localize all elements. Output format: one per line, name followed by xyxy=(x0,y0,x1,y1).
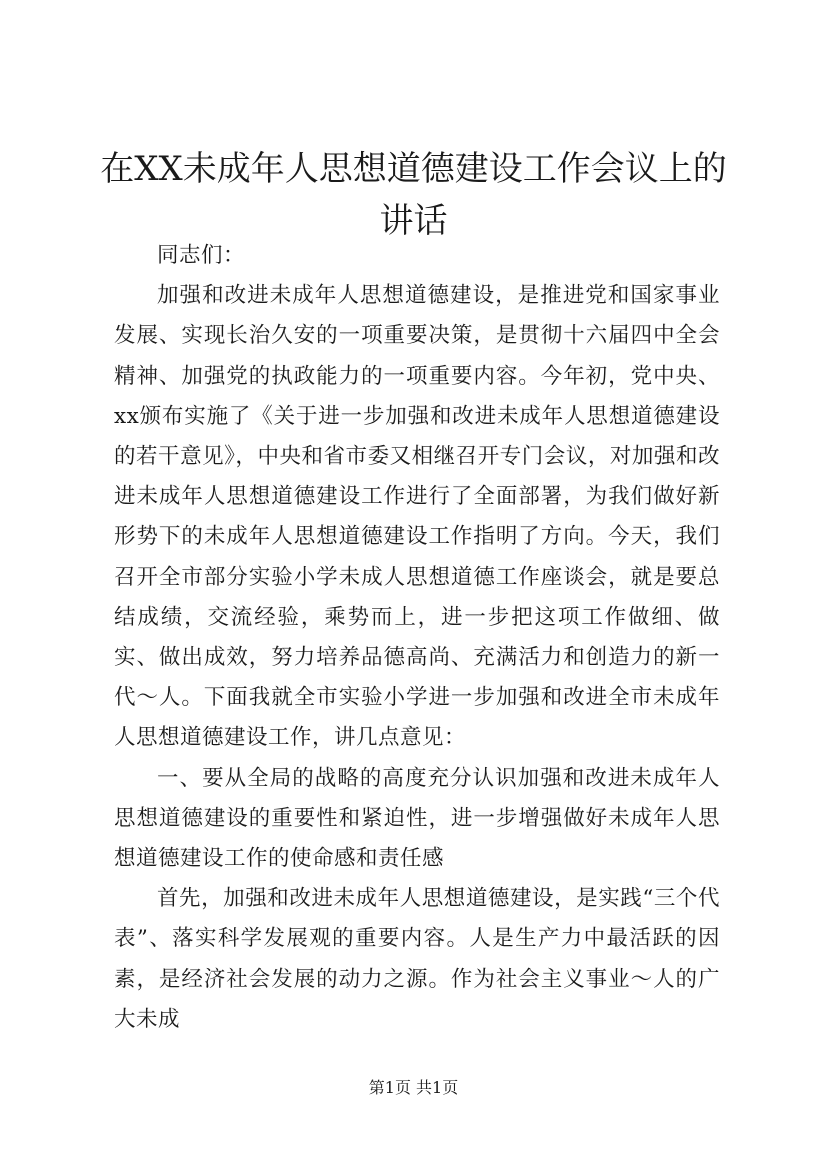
paragraph: 首先，加强和改进未成年人思想道德建设，是实践“三个代表”、落实科学发展观的重要内容。人是生产力中最活跃的因素，是经济社会发展的动力之源。作为社会主义事业～人的广大未成 xyxy=(114,886,720,1032)
page-footer: 第1页 共1页 xyxy=(368,1078,459,1097)
document-title: 在XX未成年人思想道德建设工作会议上的讲话 xyxy=(100,149,727,241)
document-body xyxy=(114,236,720,1040)
paragraph: 加强和改进未成年人思想道德建设，是推进党和国家事业发展、实现长治久安的一项重要决策，是贯彻十六届四中全会精神、加强党的执政能力的一项重要内容。今年初，党中央、xx颁布实施了《关于进一步加强和改进未成年人思想道德建设的若干意见》，中央和省市委又相继召开专门会议，对加强和改进未成年人思想道德建设工作进行了全面部署，为我们做好新形势下的未成年人思想道德建设工作指明了方向。今天，我们召开全市部分实验小学未成人思想道德工作座谈会，就是要总结成绩，交流经验，乘势而上，进一步把这项工作做细、做实、做出成效，努力培养品德高尚、充满活力和创造力的新一代～人。下面我就全市实验小学进一步加强和改进全市未成年人思想道德建设工作，讲几点意见： xyxy=(114,283,720,751)
salutation: 同志们： xyxy=(157,243,246,268)
section-heading: 一、要从全局的战略的高度充分认识加强和改进未成年人思想道德建设的重要性和紧迫性，进一步增强做好未成年人思想道德建设工作的使命感和责任感 xyxy=(114,765,720,872)
